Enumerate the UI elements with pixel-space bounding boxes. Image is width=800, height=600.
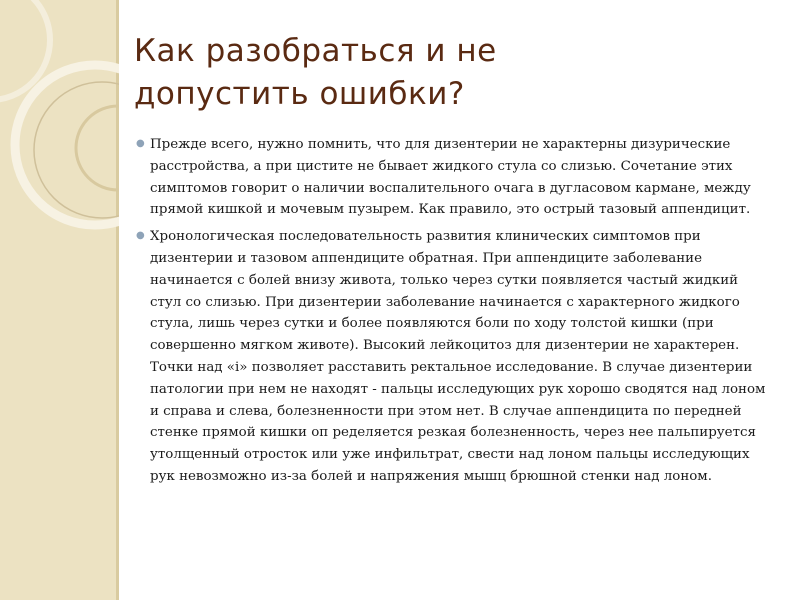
- ring-small: [76, 106, 119, 190]
- slide-body: [136, 134, 772, 493]
- bullet-item: [136, 226, 772, 488]
- bullet-text: Хронологическая последовательность развития клинических симптомов при дизентерии и тазовом аппендиците обратная. При аппендиците заболевание начинается с болей внизу живота, только через сутки появляется частый жидкий стул со слизью. При дизентерии заболевание начинается с характерного жидкого стула, лишь через сутки и более появляются боли по ходу толстой кишки (при совершенно мягком животе). Высокий лейкоцитоз для дизентерии не характерен. Точки над «i» позволяет расставить ректальное исследование. В случае дизентерии патологии при нем не находят - пальцы исследующих рук хорошо сводятся над лоном и справа и слева, болезненности при этом нет. В случае аппендицита по передней стенке прямой кишки оп ределяется резкая болезненность, через нее пальпируется утолщенный отросток или уже инфильтрат, свести над лоном пальцы исследующих рук невозможно из-за болей и напряжения мышц брюшной стенки над лоном.: [150, 229, 766, 484]
- ring-large: [15, 65, 119, 225]
- bullet-text: Прежде всего, нужно помнить, что для дизентерии не характерны дизурические расстройства, а при цистите не бывает жидкого стула со слизью. Сочетание этих симптомов говорит о наличии воспалительного очага в дугласовом кармане, между прямой кишкой и мочевым пузырем. Как правило, это острый тазовый аппендицит.: [150, 137, 751, 218]
- title-line-1: Как разобраться и не: [134, 33, 497, 69]
- bullet-dot-icon: ●: [136, 138, 145, 149]
- slide-title: [134, 30, 754, 116]
- bullet-dot-icon: ●: [136, 230, 145, 242]
- bullet-item: [136, 134, 772, 221]
- title-line-2: допустить ошибки?: [134, 76, 465, 112]
- decorative-rings: [0, 0, 119, 600]
